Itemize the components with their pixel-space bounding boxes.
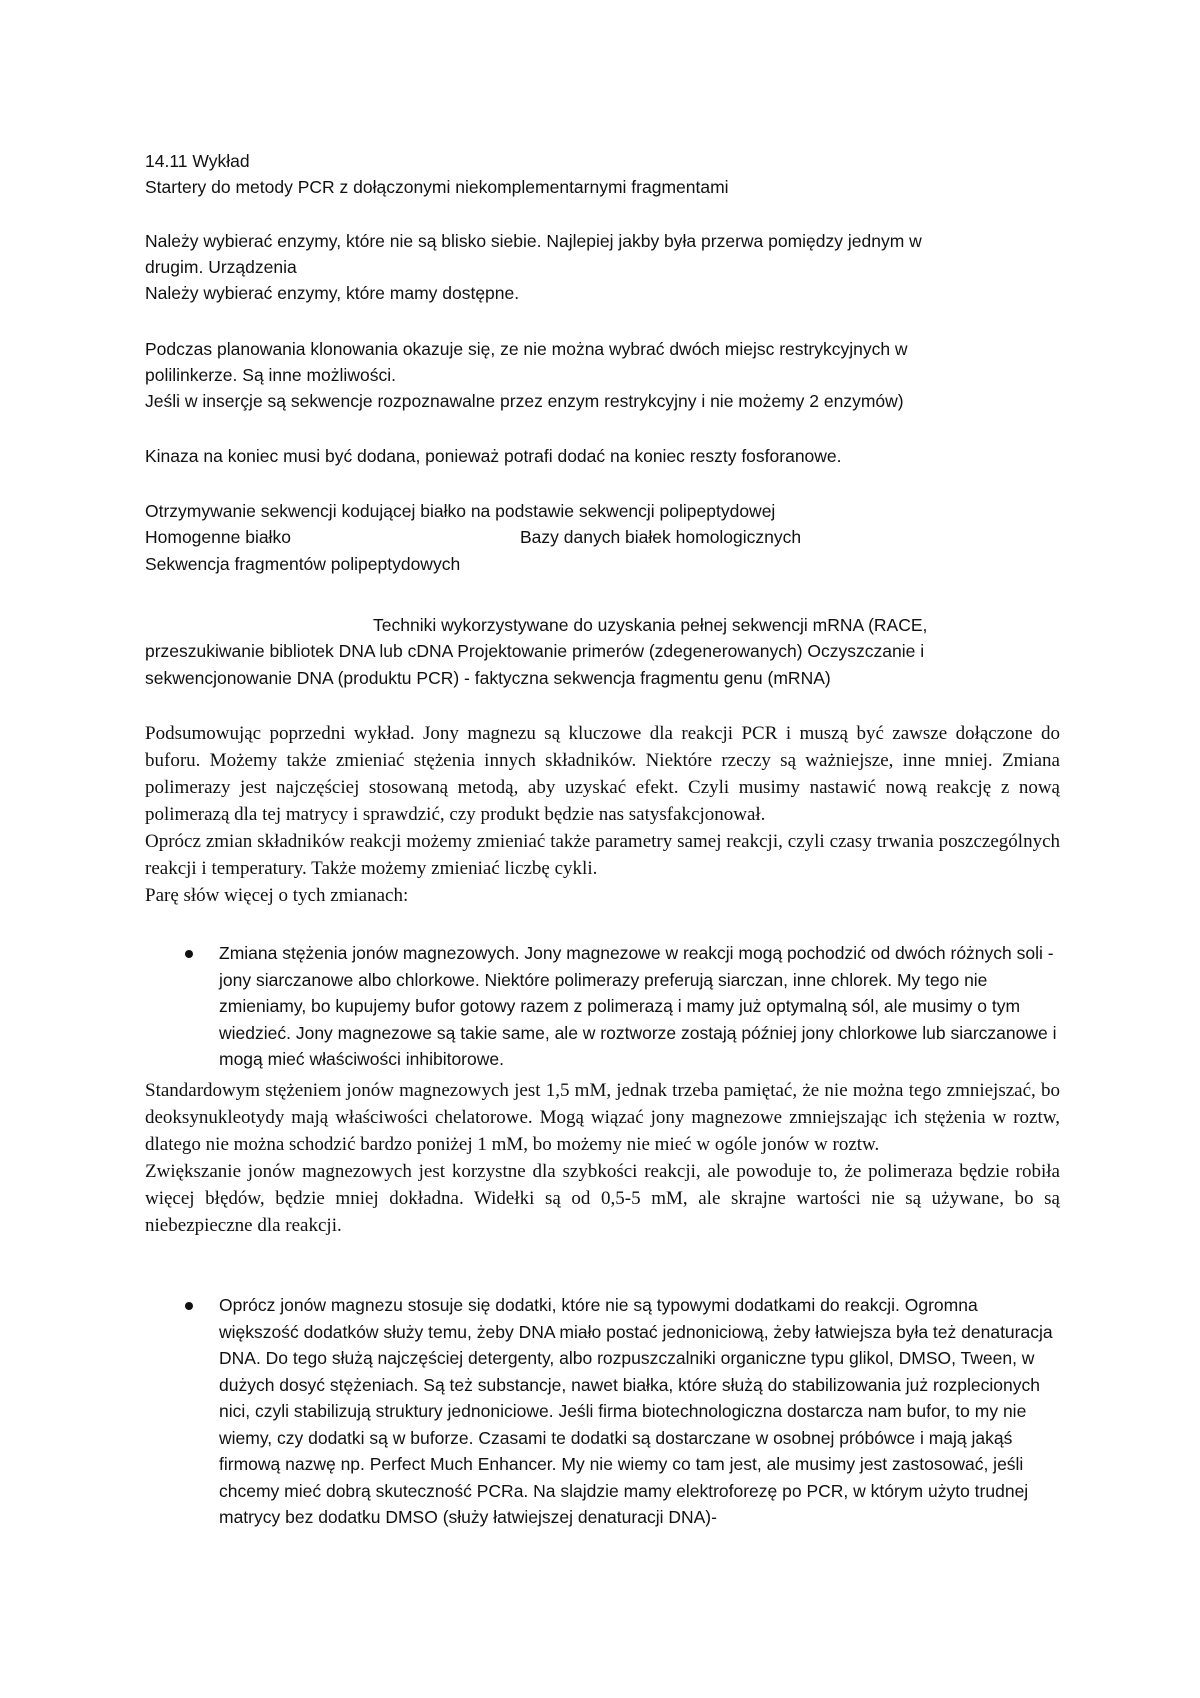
lecture-subtitle: Startery do metody PCR z dołączonymi niekomplementarnymi fragmentami	[145, 177, 729, 197]
note-line: Techniki wykorzystywane do uzyskania pełnej sekwencji mRNA (RACE,	[373, 615, 928, 635]
note-line: Podczas planowania klonowania okazuje się, ze nie można wybrać dwóch miejsc restrykcyjnych w	[145, 339, 908, 359]
bullet-icon	[185, 950, 193, 958]
note-line: Sekwencja fragmentów polipeptydowych	[145, 554, 461, 574]
note-line: przeszukiwanie bibliotek DNA lub cDNA Projektowanie primerów (zdegenerowanych) Oczyszczanie i	[145, 641, 925, 661]
note-line: Jeśli w inserçje są sekwencje rozpoznawalne przez enzym restrykcyjny i nie możemy 2 enzymów)	[145, 391, 904, 411]
lecture-date-title: 14.11 Wykład	[145, 151, 250, 171]
bullet-text: Oprócz jonów magnezu stosuje się dodatki, które nie są typowymi dodatkami do reakcji. Ogromna większość dodatków służy temu, żeby DNA miało postać jednoniciową, żeby łatwiejsza była też denaturacja DNA. Do tego służą najczęściej detergenty, albo rozpuszczalniki organiczne typu glikol, DMSO, Tween, w dużych dosyć stężeniach. Są też substancje, nawet białka, które służą do stabilizowania już rozplecionych nici, czyli stabilizują struktury jednoniciowe. Jeśli firma biotechnologiczna dostarcza nam bufor, to my nie wiemy, czy dodatki są w buforze. Czasami te dodatki są dostarczane w osobnej próbówce i mają jakąś firmową nazwę np. Perfect Much Enhancer. My nie wiemy co tam jest, ale musimy jest zastosować, jeśli chcemy mieć dobrą skuteczność PCRa. Na slajdzie mamy elektroforezę po PCR, w którym użyto trudnej matrycy bez dodatku DMSO (służy łatwiejszej denaturacji DNA)-	[219, 1295, 1053, 1527]
note-line: Należy wybierać enzymy, które nie są blisko siebie. Najlepiej jakby była przerwa pomiędzy jednym w	[145, 231, 922, 251]
summary-paragraph: Podsumowując poprzedni wykład. Jony magnezu są kluczowe dla reakcji PCR i muszą być zawsze dołączone do buforu. Możemy także zmieniać stężenia innych składników. Niektóre rzeczy są ważniejsze, inne mniej. Zmiana polimerazy jest najczęściej stosowaną metodą, aby uzyskać efekt. Czyli musimy nastawić nową reakcję z nową polimerazą dla tej matrycy i sprawdzić, czy produkt będzie nas satysfakcjonował.	[145, 723, 1060, 825]
summary-paragraph: Oprócz zmian składników reakcji możemy zmieniać także parametry samej reakcji, czyli czasy trwania poszczególnych reakcji i temperatury. Także możemy zmieniać liczbę cykli.	[145, 831, 1060, 879]
summary-paragraph: Parę słów więcej o tych zmianach:	[145, 885, 409, 906]
note-line: Należy wybierać enzymy, które mamy dostępne.	[145, 283, 520, 303]
note-line: drugim. Urządzenia	[145, 257, 297, 277]
note-line: Kinaza na koniec musi być dodana, ponieważ potrafi dodać na koniec reszty fosforanowe.	[145, 446, 842, 466]
summary-section	[145, 1077, 1060, 1239]
bullet-icon	[185, 1302, 193, 1310]
summary-section	[145, 720, 1060, 909]
bullet-item	[145, 1292, 1060, 1531]
note-line: Homogenne białko	[145, 527, 291, 547]
note-line: Otrzymywanie sekwencji kodującej białko na podstawie sekwencji polipeptydowej	[145, 501, 776, 521]
bullet-item	[145, 940, 1060, 1073]
note-line: sekwencjonowanie DNA (produktu PCR) - faktyczna sekwencja fragmentu genu (mRNA)	[145, 668, 831, 688]
note-line: Bazy danych białek homologicznych	[520, 527, 802, 547]
bullet-text: Zmiana stężenia jonów magnezowych. Jony magnezowe w reakcji mogą pochodzić od dwóch różnych soli - jony siarczanowe albo chlorkowe. Niektóre polimerazy preferują siarczan, inne chlorek. My tego nie zmieniamy, bo kupujemy bufor gotowy razem z polimerazą i mamy już optymalną sól, ale musimy o tym wiedzieć. Jony magnezowe są takie same, ale w roztworze zostają później jony chlorkowe lub siarczanowe i mogą mieć właściwości inhibitorowe.	[219, 943, 1057, 1069]
summary-paragraph: Standardowym stężeniem jonów magnezowych jest 1,5 mM, jednak trzeba pamiętać, że nie można tego zmniejszać, bo deoksynukleotydy mają właściwości chelatorowe. Mogą wiązać jony magnezowe zmniejszając ich stężenia w roztw, dlatego nie można schodzić bardzo poniżej 1 mM, bo możemy nie mieć w ogóle jonów w roztw.	[145, 1080, 1060, 1155]
summary-paragraph: Zwiększanie jonów magnezowych jest korzystne dla szybkości reakcji, ale powoduje to, że polimeraza będzie robiła więcej błędów, będzie mniej dokładna. Widełki są od 0,5-5 mM, ale skrajne wartości nie są używane, bo są niebezpieczne dla reakcji.	[145, 1161, 1060, 1236]
note-line: polilinkerze. Są inne możliwości.	[145, 365, 396, 385]
